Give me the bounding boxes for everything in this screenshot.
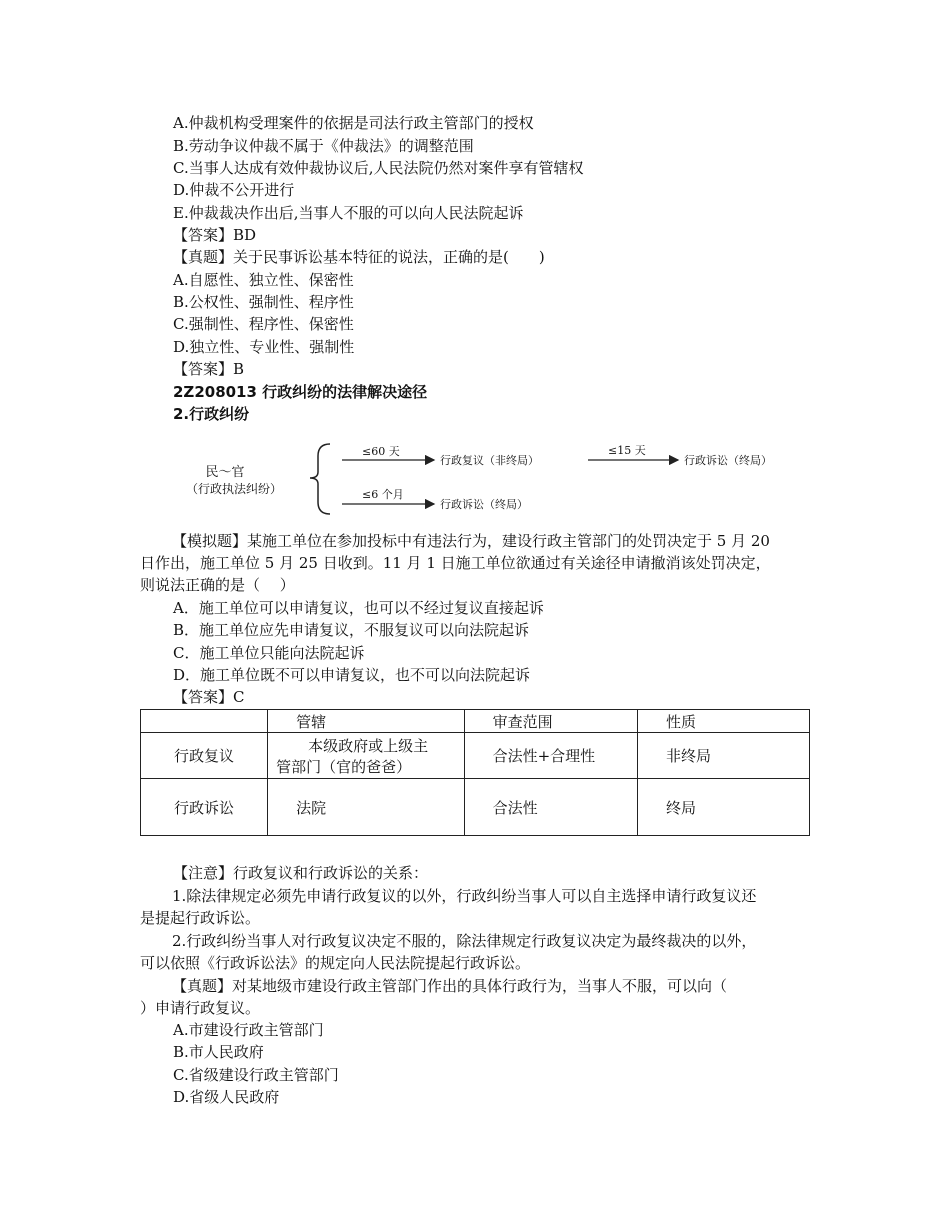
- table-cell: 行政诉讼: [141, 779, 268, 836]
- arrow3-label: ≤6 个月: [362, 488, 404, 501]
- option-b: B.劳动争议仲裁不属于《仲裁法》的调整范围: [173, 137, 474, 155]
- question-3-stem: [140, 530, 812, 596]
- q3-stem-line2: 日作出，施工单位 5 月 25 日收到。11 月 1 日施工单位欲通过有关途径申请撤消该处罚决定，: [140, 554, 771, 572]
- table-cell: 合法性: [464, 779, 637, 836]
- node-direct-litigation: 行政诉讼（终局）: [440, 498, 528, 511]
- q3-stem-line3: 则说法正确的是（ ）: [140, 576, 295, 594]
- option-c: C.当事人达成有效仲裁协议后,人民法院仍然对案件享有管辖权: [173, 159, 584, 177]
- section-title: 2Z208013 行政纠纷的法律解决途径: [173, 383, 428, 401]
- table-cell: 终局: [637, 779, 809, 836]
- q2-option-d: D.独立性、专业性、强制性: [173, 338, 355, 356]
- answer-3: 【答案】C: [173, 688, 245, 706]
- subsection-title: 2.行政纠纷: [173, 405, 250, 423]
- q3-option-d: D．施工单位既不可以申请复议，也不可以向法院起诉: [173, 666, 531, 684]
- note-item-1-line1: 1.除法律规定必须先申请行政复议的以外，行政纠纷当事人可以自主选择申请行政复议还: [172, 887, 757, 905]
- table-header: 管辖: [268, 710, 464, 733]
- q2-option-a: A.自愿性、独立性、保密性: [173, 271, 354, 289]
- q4-option-d: D.省级人民政府: [173, 1088, 280, 1106]
- q3-stem-line1: 【模拟题】某施工单位在参加投标中有违法行为，建设行政主管部门的处罚决定于 5 月 20: [172, 532, 770, 550]
- answer-1: 【答案】BD: [173, 226, 257, 244]
- option-d: D.仲裁不公开进行: [173, 181, 295, 199]
- q2-option-b: B.公权性、强制性、程序性: [173, 293, 354, 311]
- note-item-1-line2: 是提起行政诉讼。: [140, 909, 261, 927]
- table-cell: 法院: [268, 779, 464, 836]
- note-title: 【注意】行政复议和行政诉讼的关系：: [173, 864, 429, 882]
- table-cell-line: 管部门（官的爸爸）: [276, 757, 412, 776]
- q3-option-b: B．施工单位应先申请复议，不服复议可以向法院起诉: [173, 621, 530, 639]
- table-row: [141, 733, 810, 779]
- table-cell: 合法性+合理性: [464, 733, 637, 779]
- option-a: A.仲裁机构受理案件的依据是司法行政主管部门的授权: [173, 114, 534, 132]
- node-review: 行政复议（非终局）: [440, 454, 539, 467]
- q3-option-c: C．施工单位只能向法院起诉: [173, 644, 365, 662]
- table-header: 审查范围: [464, 710, 637, 733]
- note-item-2-line1: 2.行政纠纷当事人对行政复议决定不服的，除法律规定行政复议决定为最终裁决的以外，: [172, 932, 757, 950]
- q4-option-b: B.市人民政府: [173, 1043, 264, 1061]
- note-item-2-line2: 可以依照《行政诉讼法》的规定向人民法院提起行政诉讼。: [140, 954, 531, 972]
- table-cell: [268, 733, 464, 779]
- q4-stem-line2: ）申请行政复议。: [140, 999, 261, 1017]
- table-header: 性质: [637, 710, 809, 733]
- diagram-left-label-1: 民～官: [205, 465, 245, 480]
- diagram-left-label-2: （行政执法纠纷）: [185, 482, 283, 496]
- table-header-row: [141, 710, 810, 733]
- q2-option-c: C.强制性、程序性、保密性: [173, 315, 354, 333]
- table-row: [141, 779, 810, 836]
- arrow1-label: ≤60 天: [362, 445, 400, 458]
- note-item-1: [140, 885, 812, 929]
- q4-stem-line1: 【真题】对某地级市建设行政主管部门作出的具体行政行为，当事人不服，可以向（: [172, 977, 728, 995]
- table-cell: 非终局: [637, 733, 809, 779]
- dispute-flow-diagram: [170, 436, 820, 518]
- question-4-stem: [140, 975, 812, 1019]
- table-cell: 行政复议: [141, 733, 268, 779]
- q3-option-a: A．施工单位可以申请复议，也可以不经过复议直接起诉: [173, 599, 544, 617]
- q4-option-c: C.省级建设行政主管部门: [173, 1066, 339, 1084]
- node-litigation: 行政诉讼（终局）: [684, 454, 772, 467]
- option-e: E.仲裁裁决作出后,当事人不服的可以向人民法院起诉: [173, 204, 524, 222]
- table-cell-line: 本级政府或上级主: [308, 736, 429, 755]
- q4-option-a: A.市建设行政主管部门: [173, 1021, 324, 1039]
- diagram-brace: [310, 444, 330, 514]
- table-header: [141, 710, 268, 733]
- answer-2: 【答案】B: [173, 360, 245, 378]
- comparison-table: [140, 709, 810, 836]
- note-item-2: [140, 930, 812, 974]
- arrow2-label: ≤15 天: [608, 444, 646, 457]
- question-2-stem: 【真题】关于民事诉讼基本特征的说法，正确的是( ): [173, 248, 545, 266]
